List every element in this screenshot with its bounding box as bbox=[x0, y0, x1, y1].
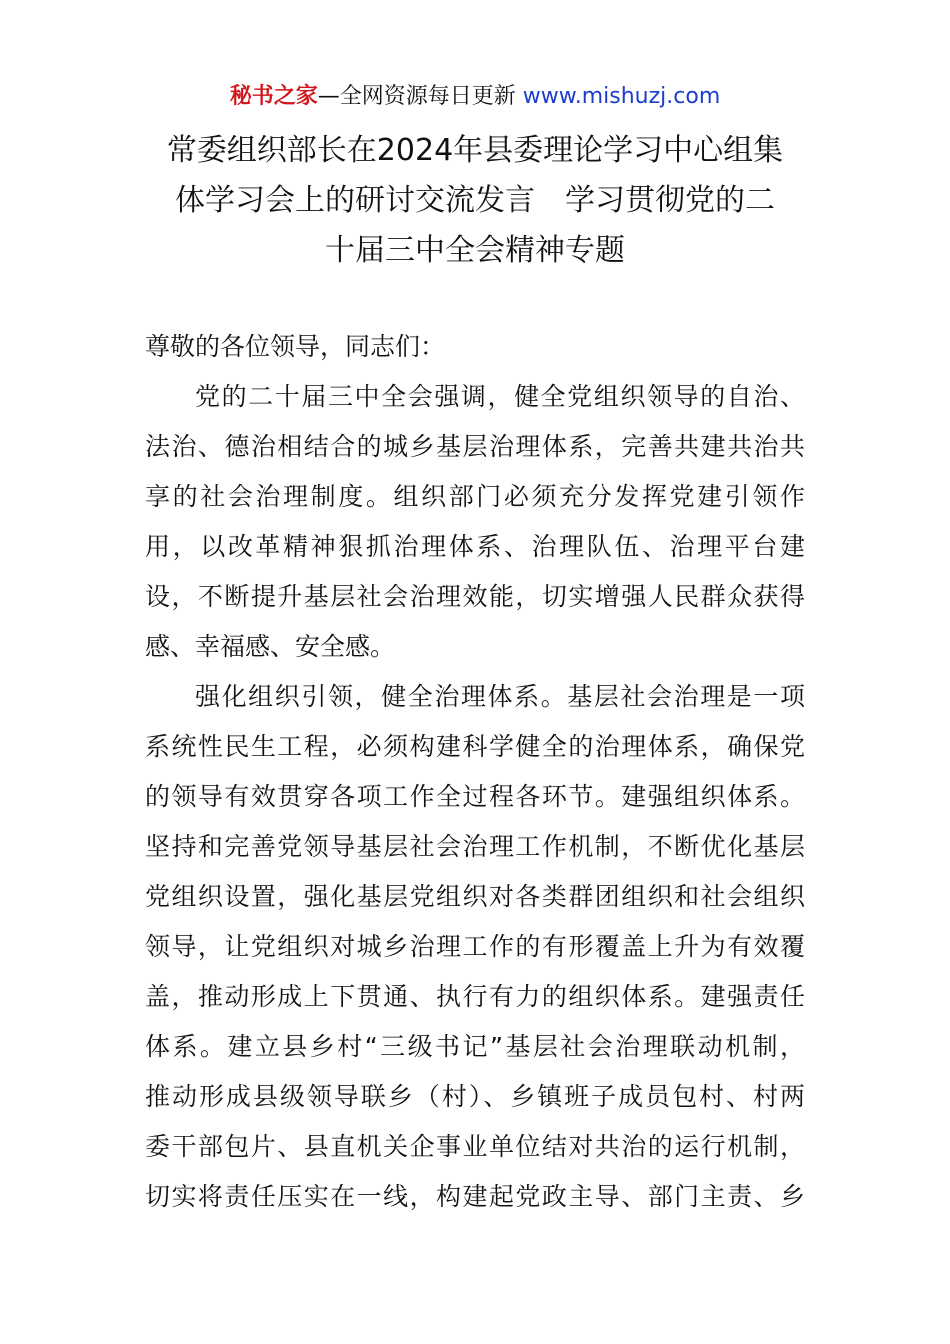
body-text: 推动形成县级领导联乡（村）、乡镇班子成员包村、村两 bbox=[145, 1082, 805, 1111]
title-line: 体学习会上的研讨交流发言 学习贯彻党的二 bbox=[175, 183, 775, 218]
body-text: 体系。建立县乡村“三级书记”基层社会治理联动机制， bbox=[145, 1032, 805, 1061]
body-text: 党组织设置，强化基层党组织对各类群团组织和社会组织 bbox=[145, 882, 805, 911]
body-text: 用，以改革精神狠抓治理体系、治理队伍、治理平台建 bbox=[145, 532, 805, 561]
paragraph-line bbox=[0, 1072, 950, 1122]
paragraph-line bbox=[0, 472, 950, 522]
body-text: 设，不断提升基层社会治理效能，切实增强人民群众获得 bbox=[145, 582, 805, 611]
body-text: 法治、德治相结合的城乡基层治理体系，完善共建共治共 bbox=[145, 432, 805, 461]
paragraph-line bbox=[0, 522, 950, 572]
document-title bbox=[0, 126, 950, 276]
site-header bbox=[0, 80, 950, 114]
paragraph-line bbox=[0, 922, 950, 972]
paragraph-line bbox=[0, 1022, 950, 1072]
paragraph-line bbox=[0, 972, 950, 1022]
body-text: 领导，让党组织对城乡治理工作的有形覆盖上升为有效覆 bbox=[145, 932, 805, 961]
body-text: 党的二十届三中全会强调，健全党组织领导的自治、 bbox=[195, 382, 805, 411]
document-body bbox=[0, 322, 950, 1222]
paragraph-line bbox=[0, 1172, 950, 1222]
body-text: 盖，推动形成上下贯通、执行有力的组织体系。建强责任 bbox=[145, 982, 805, 1011]
body-text: 委干部包片、县直机关企事业单位结对共治的运行机制， bbox=[145, 1132, 805, 1161]
site-url[interactable]: www.mishuzj.com bbox=[522, 84, 721, 109]
paragraph-line bbox=[0, 872, 950, 922]
body-text: 坚持和完善党领导基层社会治理工作机制，不断优化基层 bbox=[145, 832, 805, 861]
paragraph-line bbox=[0, 772, 950, 822]
header-tagline: —全网资源每日更新 bbox=[317, 84, 516, 109]
paragraph-line bbox=[0, 1122, 950, 1172]
paragraph-line bbox=[0, 422, 950, 472]
brand-name: 秘书之家 bbox=[229, 84, 318, 109]
paragraph-line bbox=[0, 822, 950, 872]
title-line: 十届三中全会精神专题 bbox=[325, 233, 625, 268]
paragraph-line bbox=[0, 722, 950, 772]
body-text: 的领导有效贯穿各项工作全过程各环节。建强组织体系。 bbox=[145, 782, 805, 811]
body-text: 享的社会治理制度。组织部门必须充分发挥党建引领作 bbox=[145, 482, 805, 511]
greeting: 尊敬的各位领导，同志们： bbox=[145, 332, 446, 361]
body-text: 系统性民生工程，必须构建科学健全的治理体系，确保党 bbox=[145, 732, 805, 761]
body-text: 切实将责任压实在一线，构建起党政主导、部门主责、乡 bbox=[145, 1182, 805, 1211]
body-text: 感、幸福感、安全感。 bbox=[145, 632, 396, 661]
paragraph-line bbox=[0, 372, 950, 422]
paragraph-line bbox=[0, 622, 950, 672]
paragraph-line bbox=[0, 672, 950, 722]
body-text: 强化组织引领，健全治理体系。基层社会治理是一项 bbox=[195, 682, 805, 711]
greeting-line bbox=[0, 322, 950, 372]
title-line: 常委组织部长在2024年县委理论学习中心组集 bbox=[166, 133, 784, 168]
paragraph-line bbox=[0, 572, 950, 622]
